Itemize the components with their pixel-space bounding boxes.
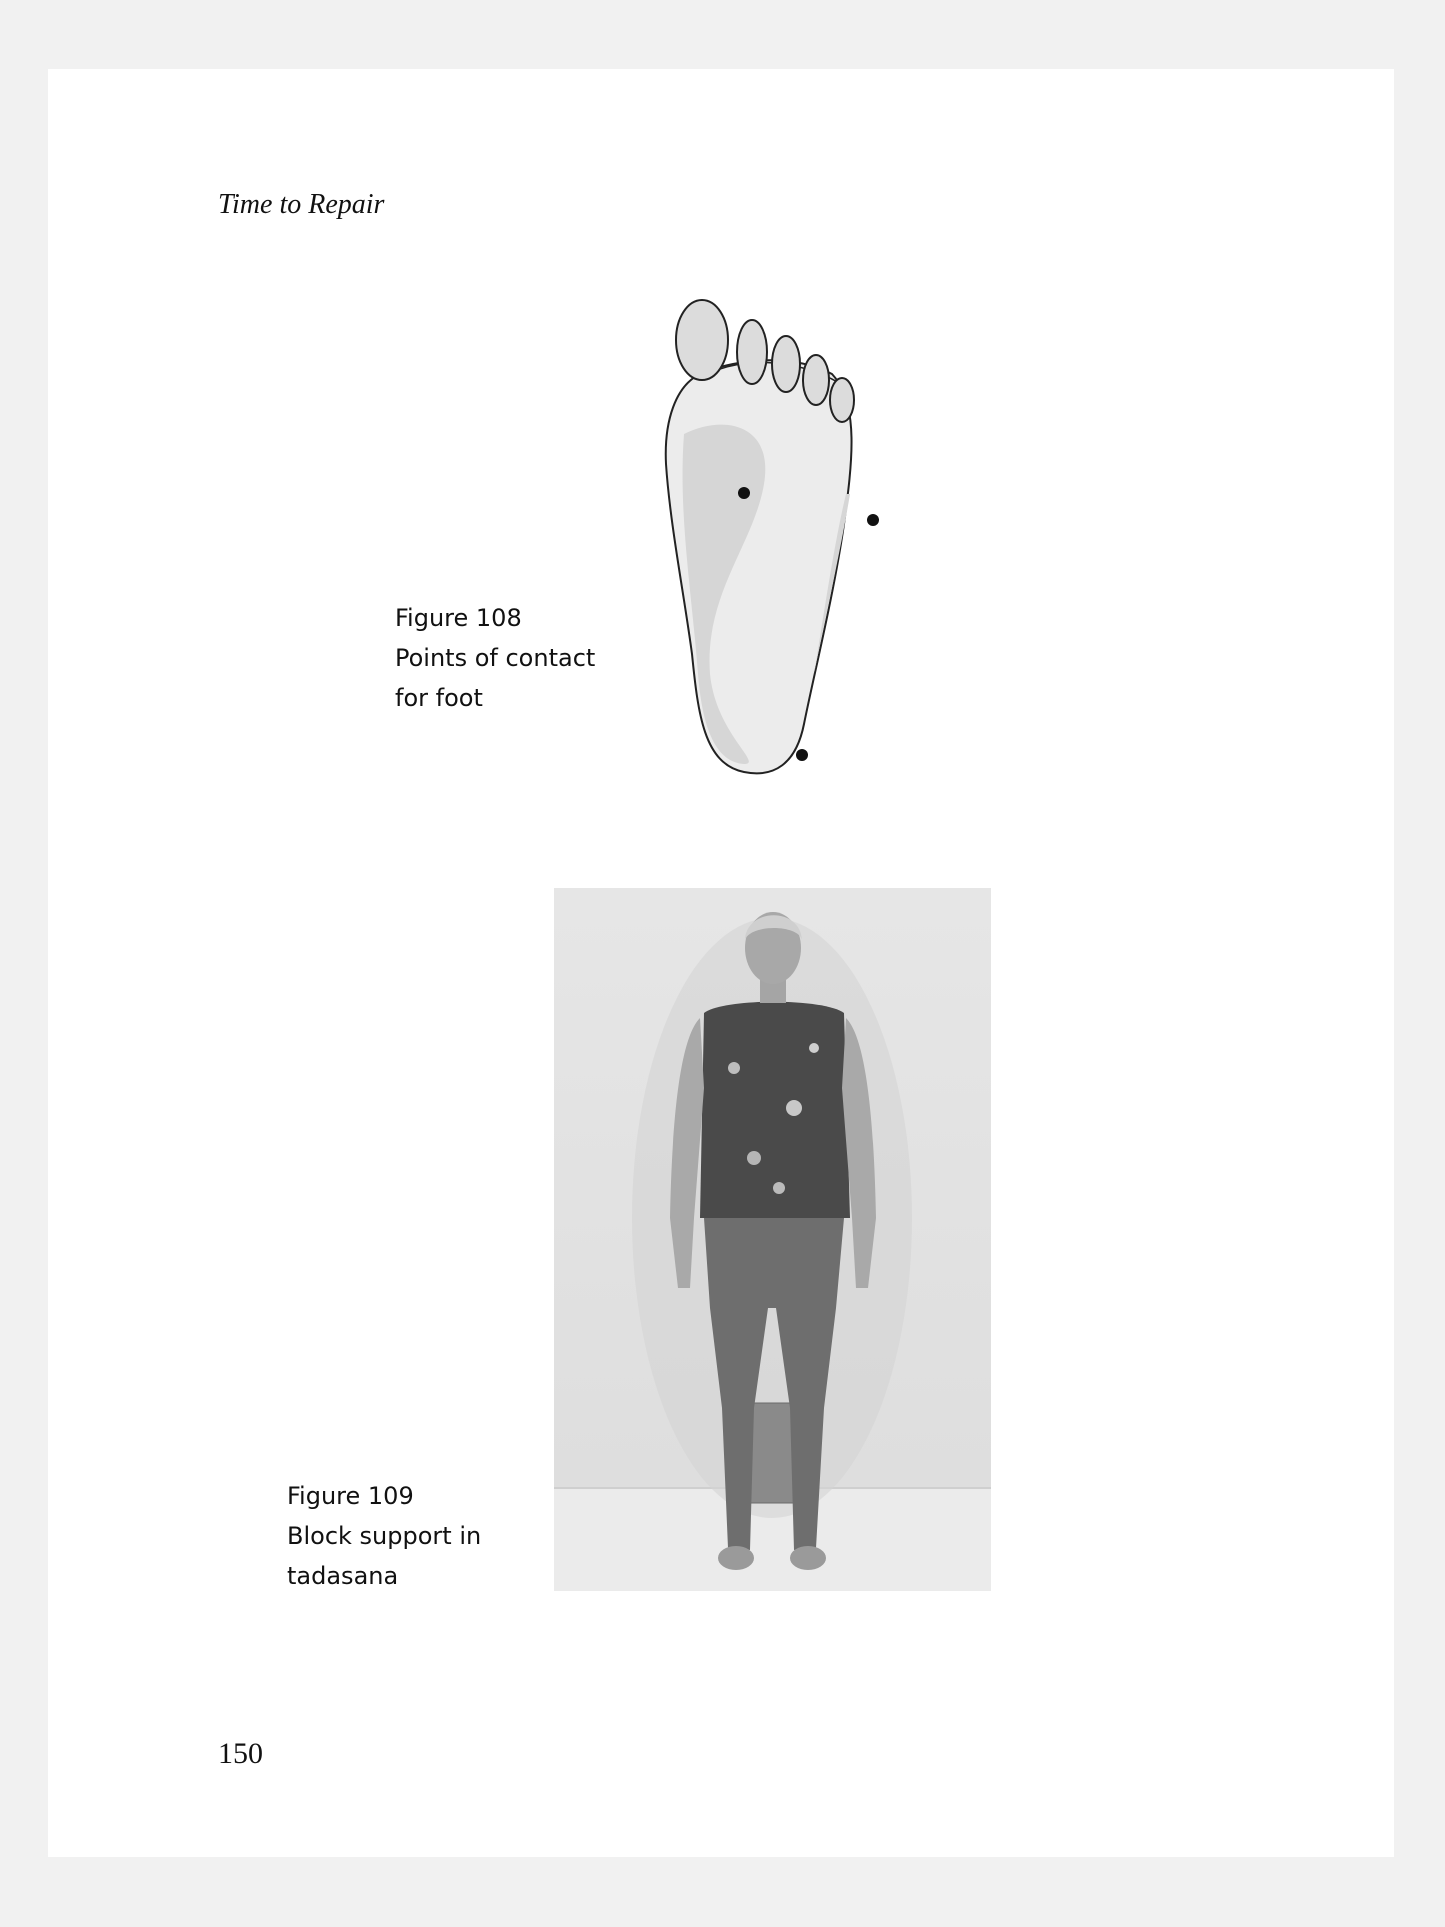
book-page (48, 69, 1394, 1857)
contact-point-little-toe-mound (867, 514, 879, 526)
fourth-toe (803, 355, 829, 405)
second-toe (737, 320, 767, 384)
running-head-title: Time to Repair (218, 189, 385, 220)
tadasana-block-photo (554, 888, 991, 1591)
little-toe (830, 378, 854, 422)
photo-right-foot (790, 1546, 826, 1570)
big-toe (676, 300, 728, 380)
figure-109-title-line-1: Block support in (287, 1522, 482, 1550)
figure-108-number: Figure 108 (395, 604, 522, 632)
foot-contact-diagram (664, 294, 904, 794)
photo-left-foot (718, 1546, 754, 1570)
figure-109-caption (287, 1476, 481, 1596)
contact-point-big-toe-mound (738, 487, 750, 499)
page-number: 150 (218, 1737, 263, 1770)
figure-108-title-line-1: Points of contact (395, 644, 596, 672)
figure-109-title-line-2: tadasana (287, 1562, 399, 1590)
contact-point-heel (796, 749, 808, 761)
figure-108-title-line-2: for foot (395, 684, 483, 712)
figure-108-caption (395, 598, 595, 718)
figure-109-number: Figure 109 (287, 1482, 414, 1510)
third-toe (772, 336, 800, 392)
